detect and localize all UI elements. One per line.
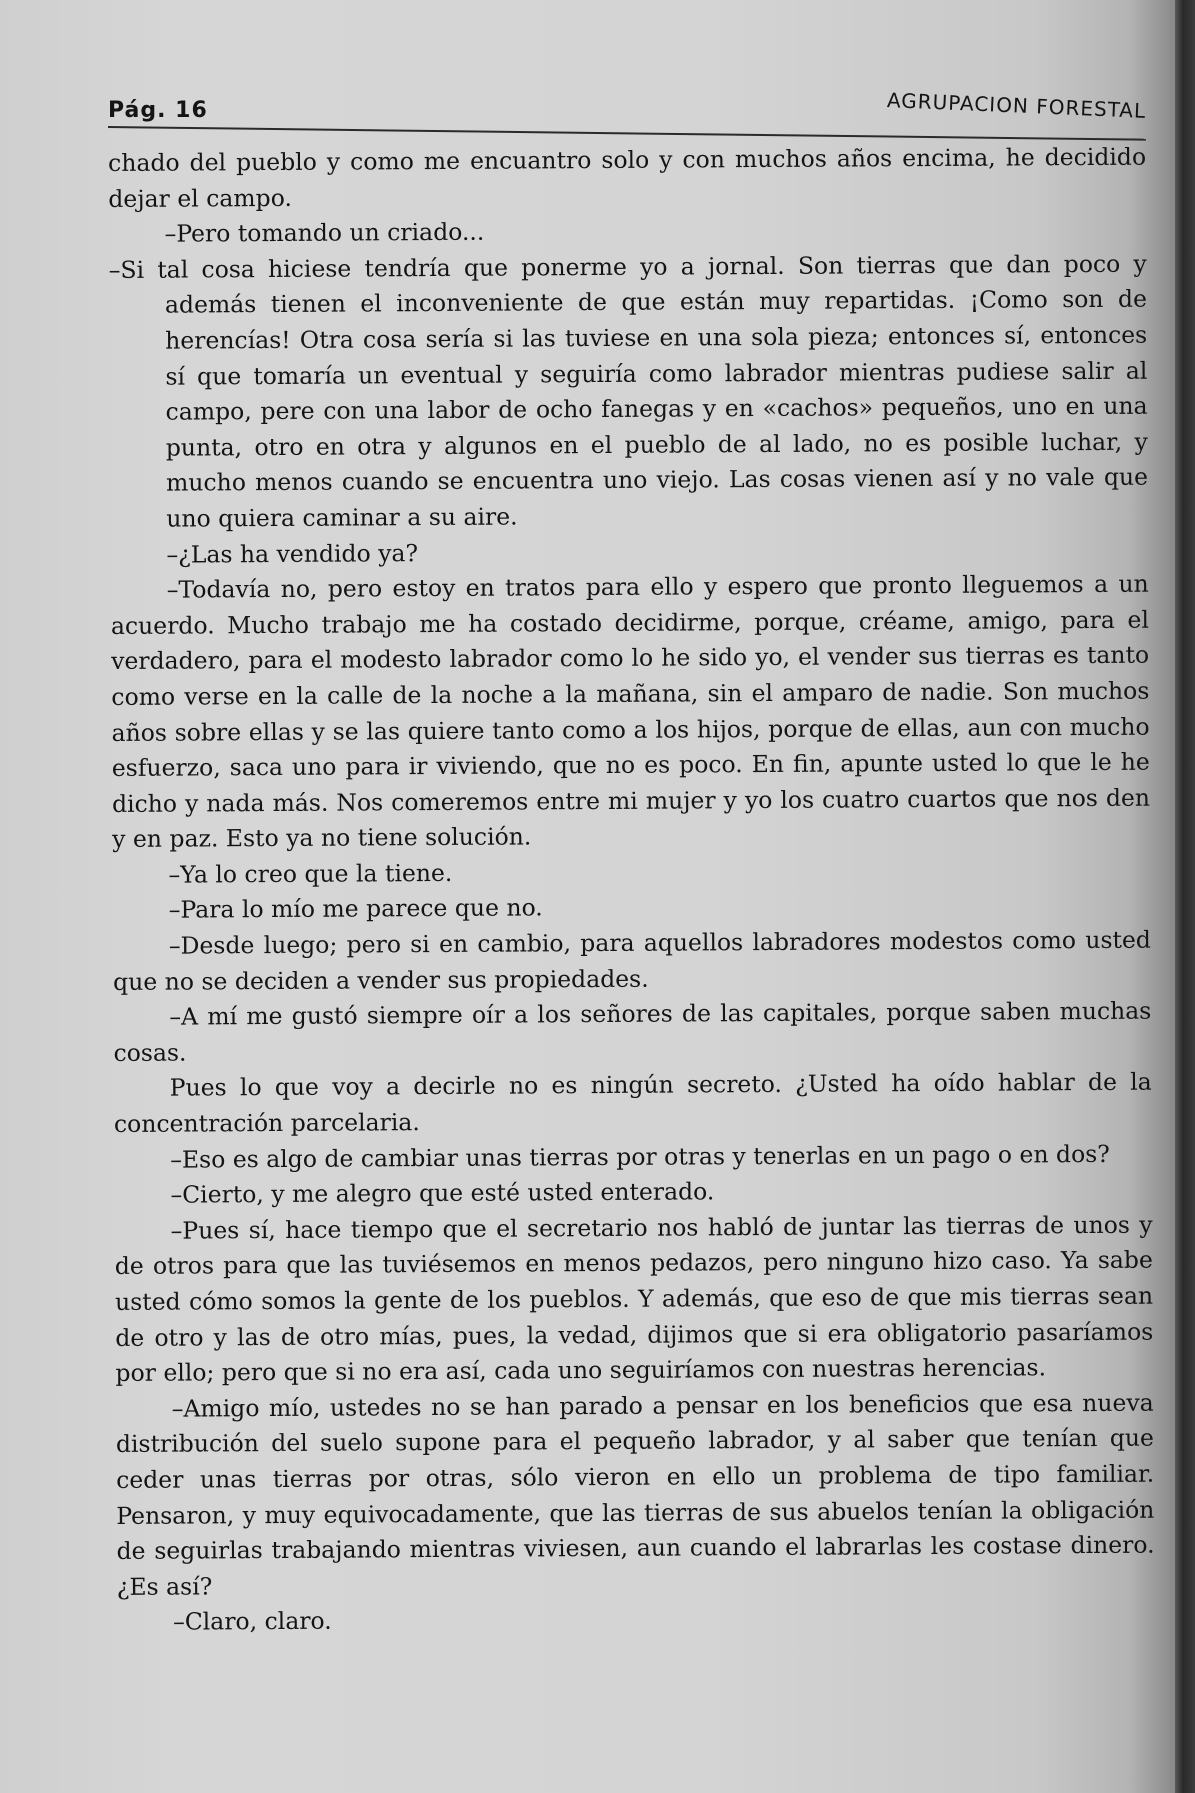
paragraph-7: –Para lo mío me parece que no.	[168, 893, 543, 925]
page-header	[108, 84, 1146, 128]
paragraph-1: chado del pueblo y como me encuantro solo y con muchos años encima, he decidido dejar el campo.	[108, 142, 1147, 213]
paragraph-14: –Amigo mío, ustedes no se han parado a pensar en los beneficios que esa nueva distribución del suelo supone para el pequeño labrador, y al saber que tenían que ceder unas tierras por otras, sólo vieron en ello un problema de tipo familiar. Pensaron, y muy equivocadamente, que las tierras de sus abuelos tenían la obligación de seguirlas trabajando mientras viviesen, aun cuando el labrarlas les costase dinero. ¿Es así?	[115, 1388, 1155, 1601]
book-spine-shadow	[1175, 0, 1195, 1793]
paragraph-4: –¿Las ha vendido ya?	[166, 538, 419, 569]
paragraph-5: –Todavía no, pero estoy en tratos para ello y espero que pronto lleguemos a un acuerdo. Mucho trabajo me ha costado decidirme, porque, créame, amigo, para el verdadero, para el modesto labrador como lo he sido yo, el vender sus tierras es tanto como verse en la calle de la noche a la mañana, sin el amparo de nadie. Son muchos años sobre ellas y se las quiere tanto como a los hijos, porque de ellas, aun con mucho esfuerzo, saca uno para ir viviendo, que no es poco. En fin, apunte usted lo que le he dicho y nada más. Nos comeremos entre mi mujer y yo los cuatro cuartos que nos den y en paz. Esto ya no tiene solución.	[110, 569, 1151, 854]
paragraph-15: –Claro, claro.	[172, 1607, 332, 1636]
paragraph-10: Pues lo que voy a decirle no es ningún secreto. ¿Usted ha oído hablar de la concentración parcelaria.	[113, 1068, 1152, 1139]
body-text	[108, 140, 1155, 1641]
paragraph-8: –Desde luego; pero si en cambio, para aquellos labradores modestos como usted que no se deciden a vender sus propiedades.	[113, 925, 1151, 996]
running-head: AGRUPACION FORESTAL	[886, 88, 1147, 123]
header-rule	[108, 126, 1146, 141]
paragraph-9: –A mí me gustó siempre oír a los señores de las capitales, porque saben muchas cosas.	[113, 996, 1152, 1067]
paragraph-11: –Eso es algo de cambiar unas tierras por otras y tenerlas en un pago o en dos?	[170, 1139, 1110, 1174]
paragraph-12: –Cierto, y me alegro que esté usted enterado.	[170, 1177, 715, 1209]
page-number: Pág. 16	[108, 98, 208, 123]
paragraph-2: –Pero tomando un criado...	[164, 217, 485, 248]
paragraph-13: –Pues sí, hace tiempo que el secretario nos habló de juntar las tierras de unos y de otros para que las tuviésemos en menos pedazos, pero ninguno hizo caso. Ya sabe usted cómo somos la gente de los pueblos. Y además, que eso de que mis tierras sean de otro y las de otro mías, pues, la vedad, dijimos que si era obligatorio pasaríamos por ello; pero que si no era así, cada uno seguiríamos con nuestras herencias.	[114, 1210, 1154, 1388]
paragraph-6: –Ya lo creo que la tiene.	[168, 858, 453, 889]
paragraph-3: –Si tal cosa hiciese tendría que ponerme yo a jornal. Son tierras que dan poco y además tienen el inconveniente de que están muy repartidas. ¡Como son de herencías! Otra cosa sería si las tuviese en una sola pieza; entonces sí, entonces sí que tomaría un eventual y seguiría como labrador mientras pudiese salir al campo, pere con una labor de ocho fanegas y en «cachos» pequeños, uno en una punta, otro en otra y algunos en el pueblo de al lado, no es posible luchar, y mucho menos cuando se encuentra uno viejo. Las cosas vienen así y no vale que uno quiera caminar a su aire.	[108, 249, 1149, 533]
